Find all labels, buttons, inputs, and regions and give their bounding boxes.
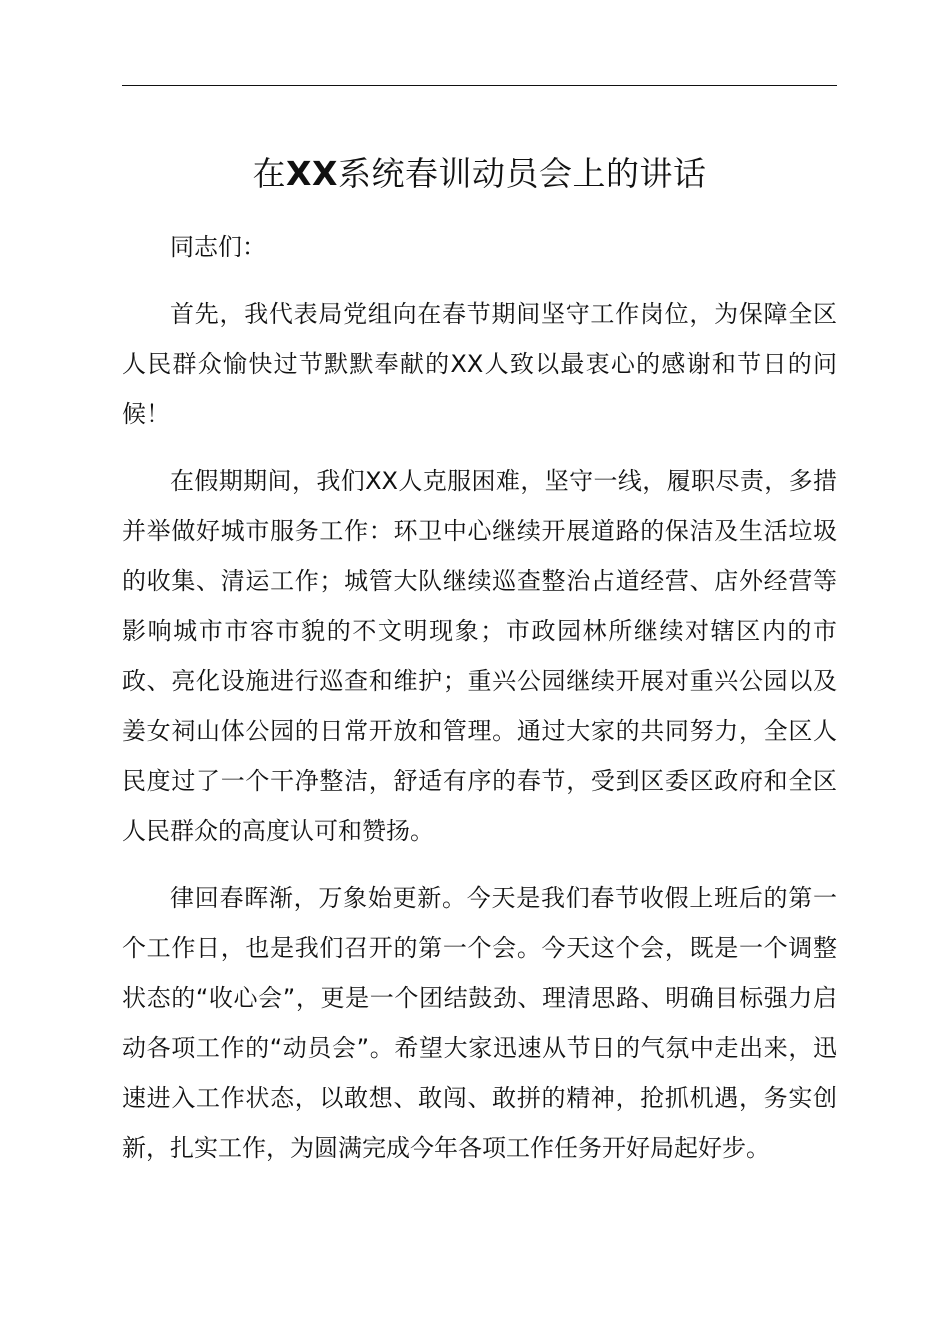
paragraph-1: 首先，我代表局党组向在春节期间坚守工作岗位，为保障全区人民群众愉快过节默默奉献的XX人致以最衷心的感谢和节日的问候！ xyxy=(122,300,837,428)
paragraph-2: 在假期期间，我们XX人克服困难，坚守一线，履职尽责，多措并举做好城市服务工作：环卫中心继续开展道路的保洁及生活垃圾的收集、清运工作；城管大队继续巡查整治占道经营、店外经营等影响城市市容市貌的不文明现象；市政园林所继续对辖区内的市政、亮化设施进行巡查和维护；重兴公园继续开展对重兴公园以及姜女祠山体公园的日常开放和管理。通过大家的共同努力，全区人民度过了一个干净整洁，舒适有序的春节，受到区委区政府和全区人民群众的高度认可和赞扬。 xyxy=(122,467,837,845)
title-suffix: 系统春训动员会上的讲话 xyxy=(337,154,707,193)
document-body xyxy=(122,222,837,1190)
header-rule xyxy=(122,85,837,86)
document-title xyxy=(122,148,837,200)
title-prefix: 在 xyxy=(252,154,287,193)
paragraph-3: 律回春晖渐，万象始更新。今天是我们春节收假上班后的第一个工作日，也是我们召开的第一个会。今天这个会，既是一个调整状态的“收心会”，更是一个团结鼓劲、理清思路、明确目标强力启动各项工作的“动员会”。希望大家迅速从节日的气氛中走出来，迅速进入工作状态，以敢想、敢闯、敢拼的精神，抢抓机遇，务实创新，扎实工作，为圆满完成今年各项工作任务开好局起好步。 xyxy=(122,884,837,1162)
salutation: 同志们： xyxy=(170,233,266,261)
title-emphasis: XX xyxy=(286,154,338,193)
